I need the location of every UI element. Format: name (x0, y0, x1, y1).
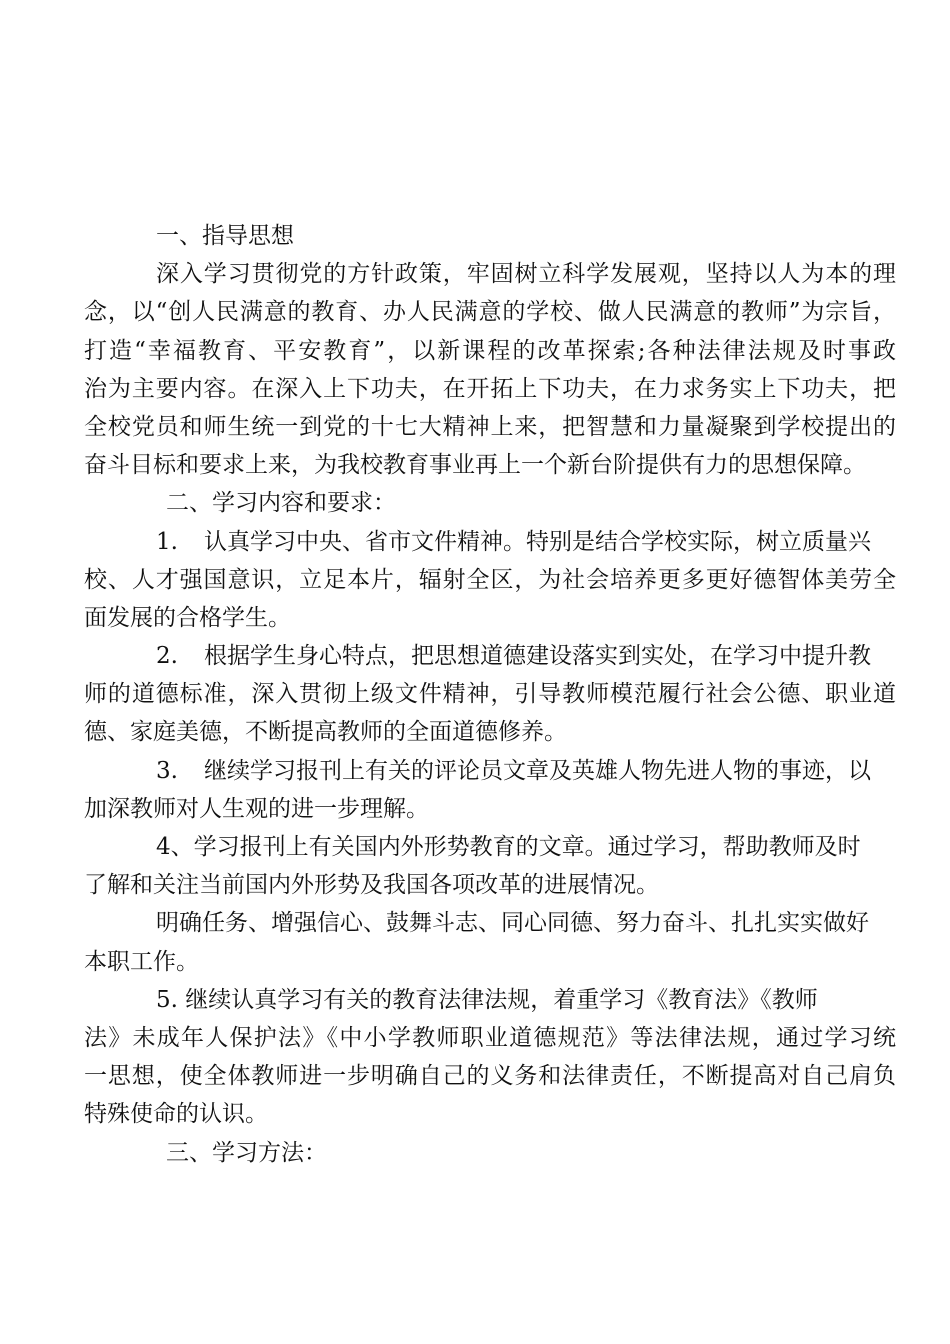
document-body (84, 217, 896, 1172)
list-item-number: 2. (156, 643, 178, 670)
paragraph-line: 面发展的合格学生。 (84, 604, 291, 631)
list-item-text: 继续学习报刊上有关的评论员文章及英雄人物先进人物的事迹，以 (204, 757, 871, 784)
paragraph-line: 本职工作。 (84, 948, 199, 975)
list-item-number: 3. (156, 757, 178, 784)
note-first-line: 明确任务、增强信心、鼓舞斗志、同心同德、努力奋斗、扎扎实实做好 (156, 910, 869, 937)
section-heading-content-requirements: 二、学习内容和要求： (166, 490, 396, 517)
list-item-2-first-line (84, 637, 896, 675)
paragraph-line: 校、人才强国意识，立足本片，辐射全区，为社会培养更多更好德智体美劳全 (84, 566, 896, 593)
list-item-text: 根据学生身心特点，把思想道德建设落实到实处，在学习中提升教 (204, 643, 871, 670)
paragraph-line: 深入学习贯彻党的方针政策，牢固树立科学发展观，坚持以人为本的理 (156, 261, 896, 288)
paragraph-line: 法》未成年人保护法》《中小学教师职业道德规范》等法律法规，通过学习统 (84, 1024, 896, 1051)
paragraph-line: 师的道德标准，深入贯彻上级文件精神，引导教师模范履行社会公德、职业道 (84, 681, 896, 708)
section-heading-study-methods: 三、学习方法： (166, 1139, 327, 1166)
paragraph-line: 了解和关注当前国内外形势及我国各项改革的进展情况。 (84, 872, 659, 899)
paragraph-line: 治为主要内容。在深入上下功夫，在开拓上下功夫，在力求务实上下功夫，把 (84, 375, 896, 402)
section-heading-guiding-ideology: 一、指导思想 (156, 223, 294, 249)
paragraph-line: 打造“幸福教育、平安教育”，以新课程的改革探索;各种法律法规及时事政 (84, 337, 896, 364)
list-item-5-first-line: 5. 继续认真学习有关的教育法律法规，着重学习《教育法》《教师 (156, 986, 818, 1013)
list-item-3-first-line (84, 752, 896, 790)
paragraph-line: 特殊使命的认识。 (84, 1101, 268, 1128)
list-item-number: 1. (156, 528, 178, 555)
paragraph-line: 念，以“创人民满意的教育、办人民满意的学校、做人民满意的教师”为宗旨， (84, 299, 896, 326)
list-item-4-first-line: 4、学习报刊上有关国内外形势教育的文章。通过学习，帮助教师及时 (156, 834, 861, 860)
paragraph-line: 加深教师对人生观的进一步理解。 (84, 795, 429, 822)
list-item-1-first-line (84, 523, 896, 561)
paragraph-line: 奋斗目标和要求上来，为我校教育事业再上一个新台阶提供有力的思想保障。 (84, 452, 866, 479)
paragraph-line: 全校党员和师生统一到党的十七大精神上来，把智慧和力量凝聚到学校提出的 (84, 413, 896, 440)
list-item-text: 认真学习中央、省市文件精神。特别是结合学校实际，树立质量兴 (204, 528, 871, 555)
paragraph-line: 一思想，使全体教师进一步明确自己的义务和法律责任，不断提高对自己肩负 (84, 1063, 896, 1090)
paragraph-line: 德、家庭美德，不断提高教师的全面道德修养。 (84, 719, 567, 746)
